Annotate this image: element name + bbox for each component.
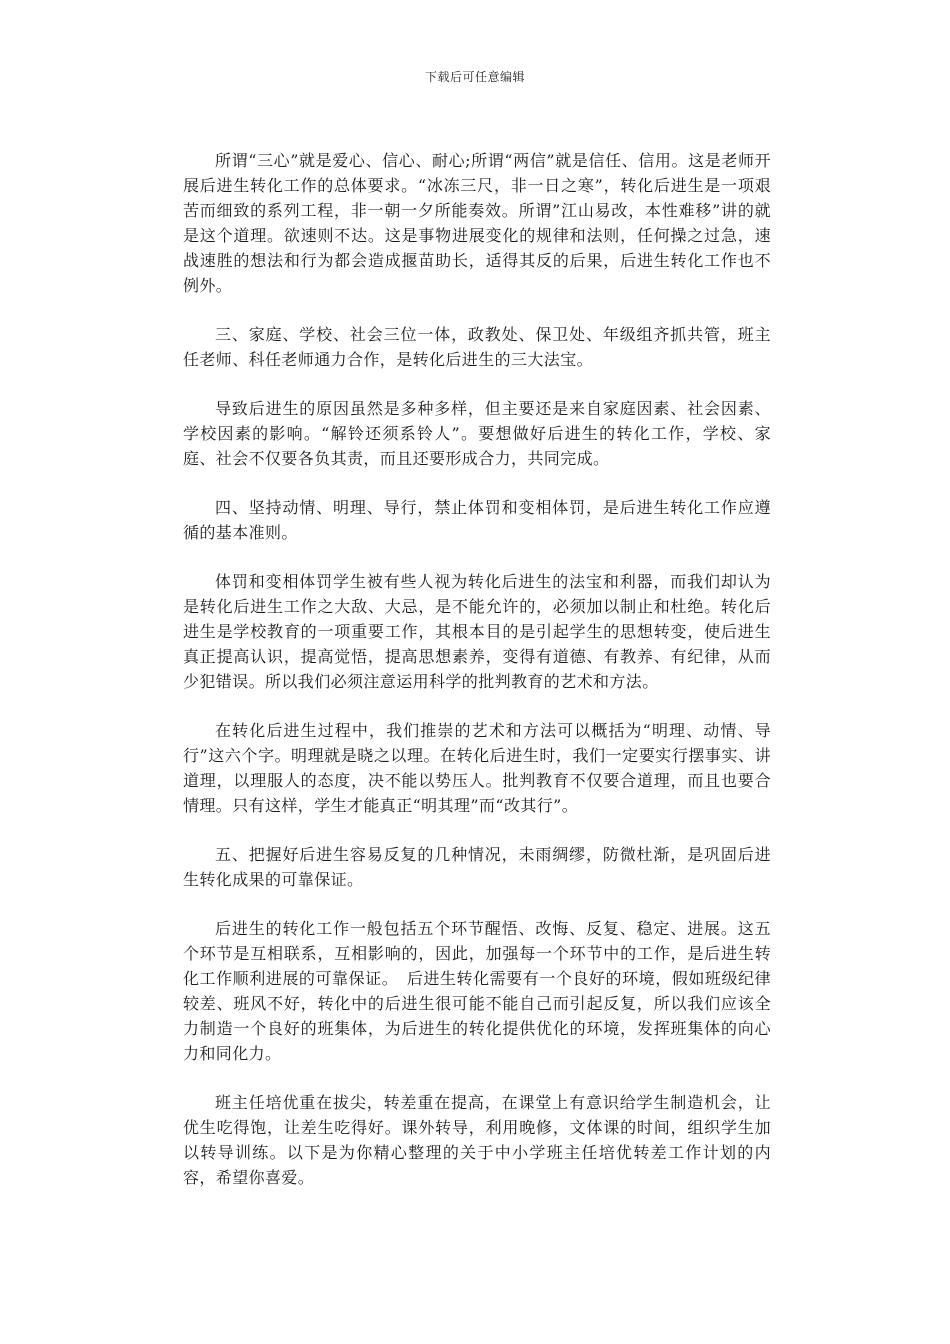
paragraph-section-three: 三、家庭、学校、社会三位一体，政教处、保卫处、年级组齐抓共管，班主任老师、科任老师通力合作，是转化后进生的三大法宝。 — [183, 325, 771, 369]
paragraph-section-five: 五、把握好后进生容易反复的几种情况，未雨绸缪，防微杜渐，是巩固后进生转化成果的可靠保证。 — [183, 845, 771, 889]
paragraph-causes: 导致后进生的原因虽然是多种多样，但主要还是来自家庭因素、社会因素、学校因素的影响。“解铃还须系铃人”。要想做好后进生的转化工作，学校、家庭、社会不仅要各负其责，而且还要形成合力，共同完成。 — [183, 399, 771, 468]
paragraph-section-four: 四、坚持动情、明理、导行，禁止体罚和变相体罚，是后进生转化工作应遵循的基本准则。 — [183, 498, 771, 542]
document-body — [183, 148, 771, 1214]
paragraph-methods: 在转化后进生过程中，我们推崇的艺术和方法可以概括为“明理、动情、导行”这六个字。明理就是晓之以理。在转化后进生时，我们一定要实行摆事实、讲道理，以理服人的态度，决不能以势压人。批判教育不仅要合道理，而且也要合情理。只有这样，学生才能真正“明其理”而“改其行”。 — [183, 721, 771, 815]
paragraph-three-hearts: 所谓“三心”就是爱心、信心、耐心;所谓“两信”就是信任、信用。这是老师开展后进生转化工作的总体要求。“冰冻三尺，非一日之寒”，转化后进生是一项艰苦而细致的系列工程，非一朝一夕所能奏效。所谓”江山易改，本性难移”讲的就是这个道理。欲速则不达。这是事物进展变化的规律和法则，任何操之过急，速战速胜的想法和行为都会造成揠苗助长，适得其反的后果，后进生转化工作也不例外。 — [183, 151, 771, 295]
page-header-note: 下载后可任意编辑 — [424, 70, 525, 84]
paragraph-corporal-punishment: 体罚和变相体罚学生被有些人视为转化后进生的法宝和利器，而我们却认为是转化后进生工作之大敌、大忌，是不能允许的，必须加以制止和杜绝。转化后进生是学校教育的一项重要工作，其根本目的是引起学生的思想转变，使后进生真正提高认识，提高觉悟，提高思想素养，变得有道德、有教养、有纪律，从而少犯错误。所以我们必须注意运用科学的批判教育的艺术和方法。 — [183, 572, 771, 691]
paragraph-conclusion: 班主任培优重在拔尖，转差重在提高，在课堂上有意识给学生制造机会，让优生吃得饱，让差生吃得好。课外转导，利用晚修，文体课的时间，组织学生加以转导训练。以下是为你精心整理的关于中小学班主任培优转差工作计划的内容，希望你喜爱。 — [183, 1093, 771, 1187]
paragraph-five-stages: 后进生的转化工作一般包括五个环节醒悟、改悔、反复、稳定、进展。这五个环节是互相联系，互相影响的，因此，加强每一个环节中的工作，是后进生转化工作顺利进展的可靠保证。 后进生转化需要有一个良好的环境，假如班级纪律较差、班风不好，转化中的后进生很可能不能自己而引起反复，所以我们应该全力制造一个良好的班集体，为后进生的转化提供优化的环境，发挥班集体的向心力和同化力。 — [183, 919, 771, 1063]
